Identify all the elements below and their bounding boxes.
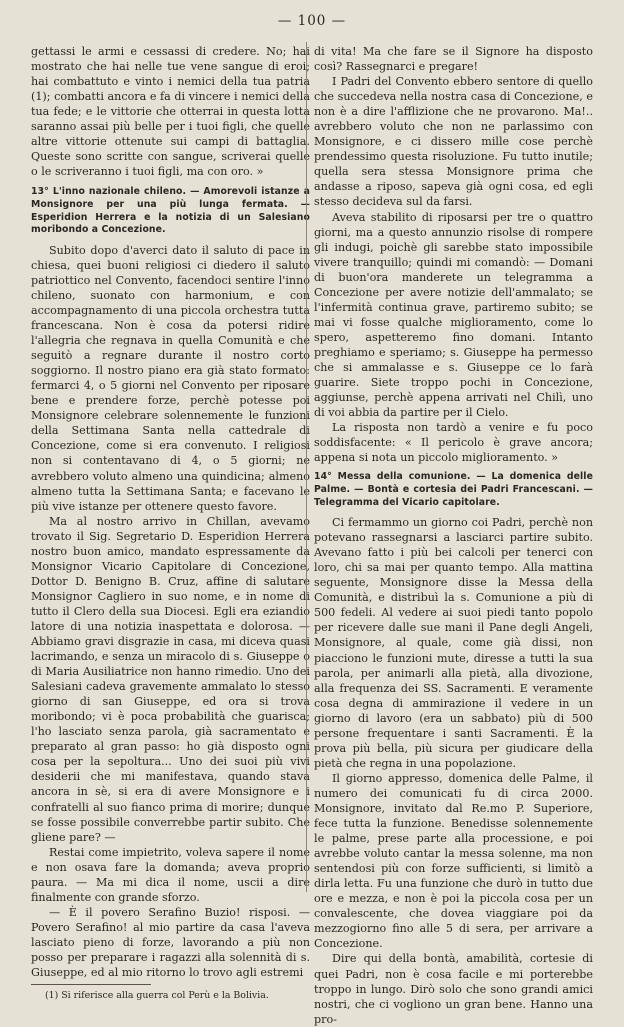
paragraph: I Padri del Convento ebbero sentore di quello che succedeva nella nostra casa di Concezione, e non è a dire l'afflizione che ne provarono. Ma!.. avrebbero voluto che non ne parlassimo con Monsignore, e ci dissero mille cose perchè prendessimo questa risoluzione. Fu tutto inutile; quella sera stessa Monsignore prima che andasse a riposo, sapeva già ogni cosa, ed egli stesso decideva sul da farsi.	[314, 75, 593, 209]
paragraph: La risposta non tardò a venire e fu poco soddisfacente: « Il pericolo è grave ancora; appena si nota un piccolo miglioramento. »	[314, 421, 593, 465]
paragraph: Ma al nostro arrivo in Chillan, avevamo trovato il Sig. Segretario D. Esperidion Herrera nostro buon amico, mandato espressamente da Monsignor Vicario Capitolare di Concezione, Dottor D. Benigno B. Cruz, affine di salutare Monsignor Cagliero in suo nome, e in nome di tutto il Clero della sua Diocesi. Egli era eziandio latore di una notizia inaspettata e dolorosa. — Abbiamo gravi disgrazie in casa, mi diceva quasi lacrimando, e senza un miracolo di s. Giuseppe o di Maria Ausiliatrice non hanno rimedio. Uno dei Salesiani cadeva gravemente ammalato lo stesso giorno di san Giuseppe, ed ora si trova moribondo; vi è poca probabilità che guarisca; l'ho lasciato senza parola, già sacramentato e preparato al gran passo: ho già disposto ogni cosa per la sepoltura... Uno dei suoi più vivi desiderii che mi manifestava, quando stava ancora in sè, si era di avere Monsignore e i confratelli al suo fianco prima di morire; dunque se fosse possibile converrebbe partir subito. Che gliene pare? —	[31, 514, 310, 844]
paragraph: Subito dopo d'averci dato il saluto di pace in chiesa, quei buoni religiosi ci diedero il saluto patriottico nel Convento, facendoci sentire l'inno chileno, suonato con harmonium, e con accompagnamento di una piccola orchestra tutta francescana. Non è cosa da potersi ridire l'allegria che regnava in quella Comunità e che seguitò a regnare durante il nostro corto soggiorno. Il nostro piano era già stato formato: fermarci 4, o 5 giorni nel Convento per riposare bene e prendere forze, perchè potesse poi Monsignore celebrare solennemente le funzioni della Settimana Santa nella cattedrale di Concezione, come si era convenuto. I religiosi non si contentavano di 4, o 5 giorni; ne avrebbero voluto almeno una quindicina; almeno almeno tutta la Settimana Santa; e facevano le più vive istanze per ottenere questo favore.	[31, 243, 310, 513]
paragraph: — È il povero Serafino Buzio! risposi. — Povero Serafino! al mio partire da casa l'aveva lasciato pieno di forze, lavorando a più non posso per preparare i ragazzi alla solennità di s. Giuseppe, ed al mio ritorno lo trovo agli estremi	[31, 905, 310, 980]
footnote-divider	[31, 984, 151, 985]
paragraph: Restai come impietrito, voleva sapere il nome e non osava fare la domanda; aveva proprio paura. — Ma mi dica il nome, uscii a dire finalmente con grande sforzo.	[31, 845, 310, 904]
paragraph: Dire qui della bontà, amabilità, cortesie di quei Padri, non è cosa facile e mi porterebbe troppo in lungo. Dirò solo che sono grandi amici nostri, che ci vogliono un gran bene. Hanno una pro-	[314, 952, 593, 1026]
left-column	[31, 44, 310, 1002]
column-divider	[306, 42, 307, 892]
paragraph: di vita! Ma che fare se il Signore ha disposto così? Rassegnarci e pregare!	[314, 45, 593, 74]
paragraph: Ci fermammo un giorno coi Padri, perchè non potevano rassegnarsi a lasciarci partire subito. Avevano fatto i più bei calcoli per tenerci con loro, chi sa mai per quanto tempo. Alla mattina seguente, Monsignore disse la Messa della Comunità, e distribuì la s. Comunione a più di 500 fedeli. Al vedere ai suoi piedi tanto popolo per ricevere dalle sue mani il Pane degli Angeli, Monsignore, al quale, come già dissi, non piacciono le funzioni mute, diresse a tutti la sua parola, per animarli alla pietà, alla divozione, alla frequenza dei SS. Sacramenti. E veramente cosa degna di ammirazione il vedere in un giorno di lavoro (era un sabbato) più di 500 persone frequentare i santi Sacramenti. È la prova più bella, più sicura per giudicare della pietà che regna in una popolazione.	[314, 516, 593, 770]
right-column	[314, 44, 593, 1027]
paragraph: Il giorno appresso, domenica delle Palme, il numero dei comunicati fu di circa 2000. Monsignore, invitato dal Re.mo P. Superiore, fece tutta la funzione. Benedisse solennemente le palme, prese parte alla processione, e poi avrebbe voluto cantar la messa solenne, ma non sentendosi più con forze sufficienti, si limitò a dirla letta. Fu una funzione che durò in tutto due ore e mezza, e non è poi la piccola cosa per un convalescente, che dovea viaggiare poi da mezzogiorno fino alle 5 di sera, per arrivare a Concezione.	[314, 771, 593, 951]
paragraph: gettassi le armi e cessassi di credere. No; hai mostrato che hai nelle tue vene sangue di eroi; hai combattuto e vinto i nemici della tua patria (1); combatti ancora e fa di vincere i nemici della tua fede; e le vittorie che otterrai in questa lotta saranno assai più belle per i tuoi figli, che quelle altre vittorie ottenute sui campi di battaglia. Queste sono scritte con sangue, scriverai quelle o le scriveranno i tuoi figli, ma con oro. »	[31, 45, 310, 179]
page-number: — 100 —	[277, 13, 347, 29]
footnote: (1) Si riferisce alla guerra col Perù e la Bolivia.	[45, 990, 269, 1002]
section-heading: 14° Messa della comunione. — La domenica delle Palme. — Bontà e cortesia dei Padri Francescani. — Telegramma del Vicario capitolare.	[314, 471, 593, 508]
paragraph: Aveva stabilito di riposarsi per tre o quattro giorni, ma a questo annunzio risolse di rompere gli indugi, poichè gli sarebbe stato impossibile vivere tranquillo; quindi mi comandò: — Domani di buon'ora manderete un telegramma a Concezione per avere notizie dell'ammalato; se l'infermità continua grave, partiremo subito; se mai vi fosse qualche miglioramento, come lo spero, aspetteremo fino domani. Intanto preghiamo e speriamo; s. Giuseppe ha permesso che si ammalasse e s. Giuseppe ce lo farà guarire. Siete troppo pochi in Concezione, aggiunse, perchè appena arrivati nel Chilì, uno di voi abbia da partire per il Cielo.	[314, 210, 593, 420]
section-heading: 13° L'inno nazionale chileno. — Amorevoli istanze a Monsignore per una più lunga fermata. — Esperidion Herrera e la notizia di un Salesiano moribondo a Concezione.	[31, 186, 310, 236]
